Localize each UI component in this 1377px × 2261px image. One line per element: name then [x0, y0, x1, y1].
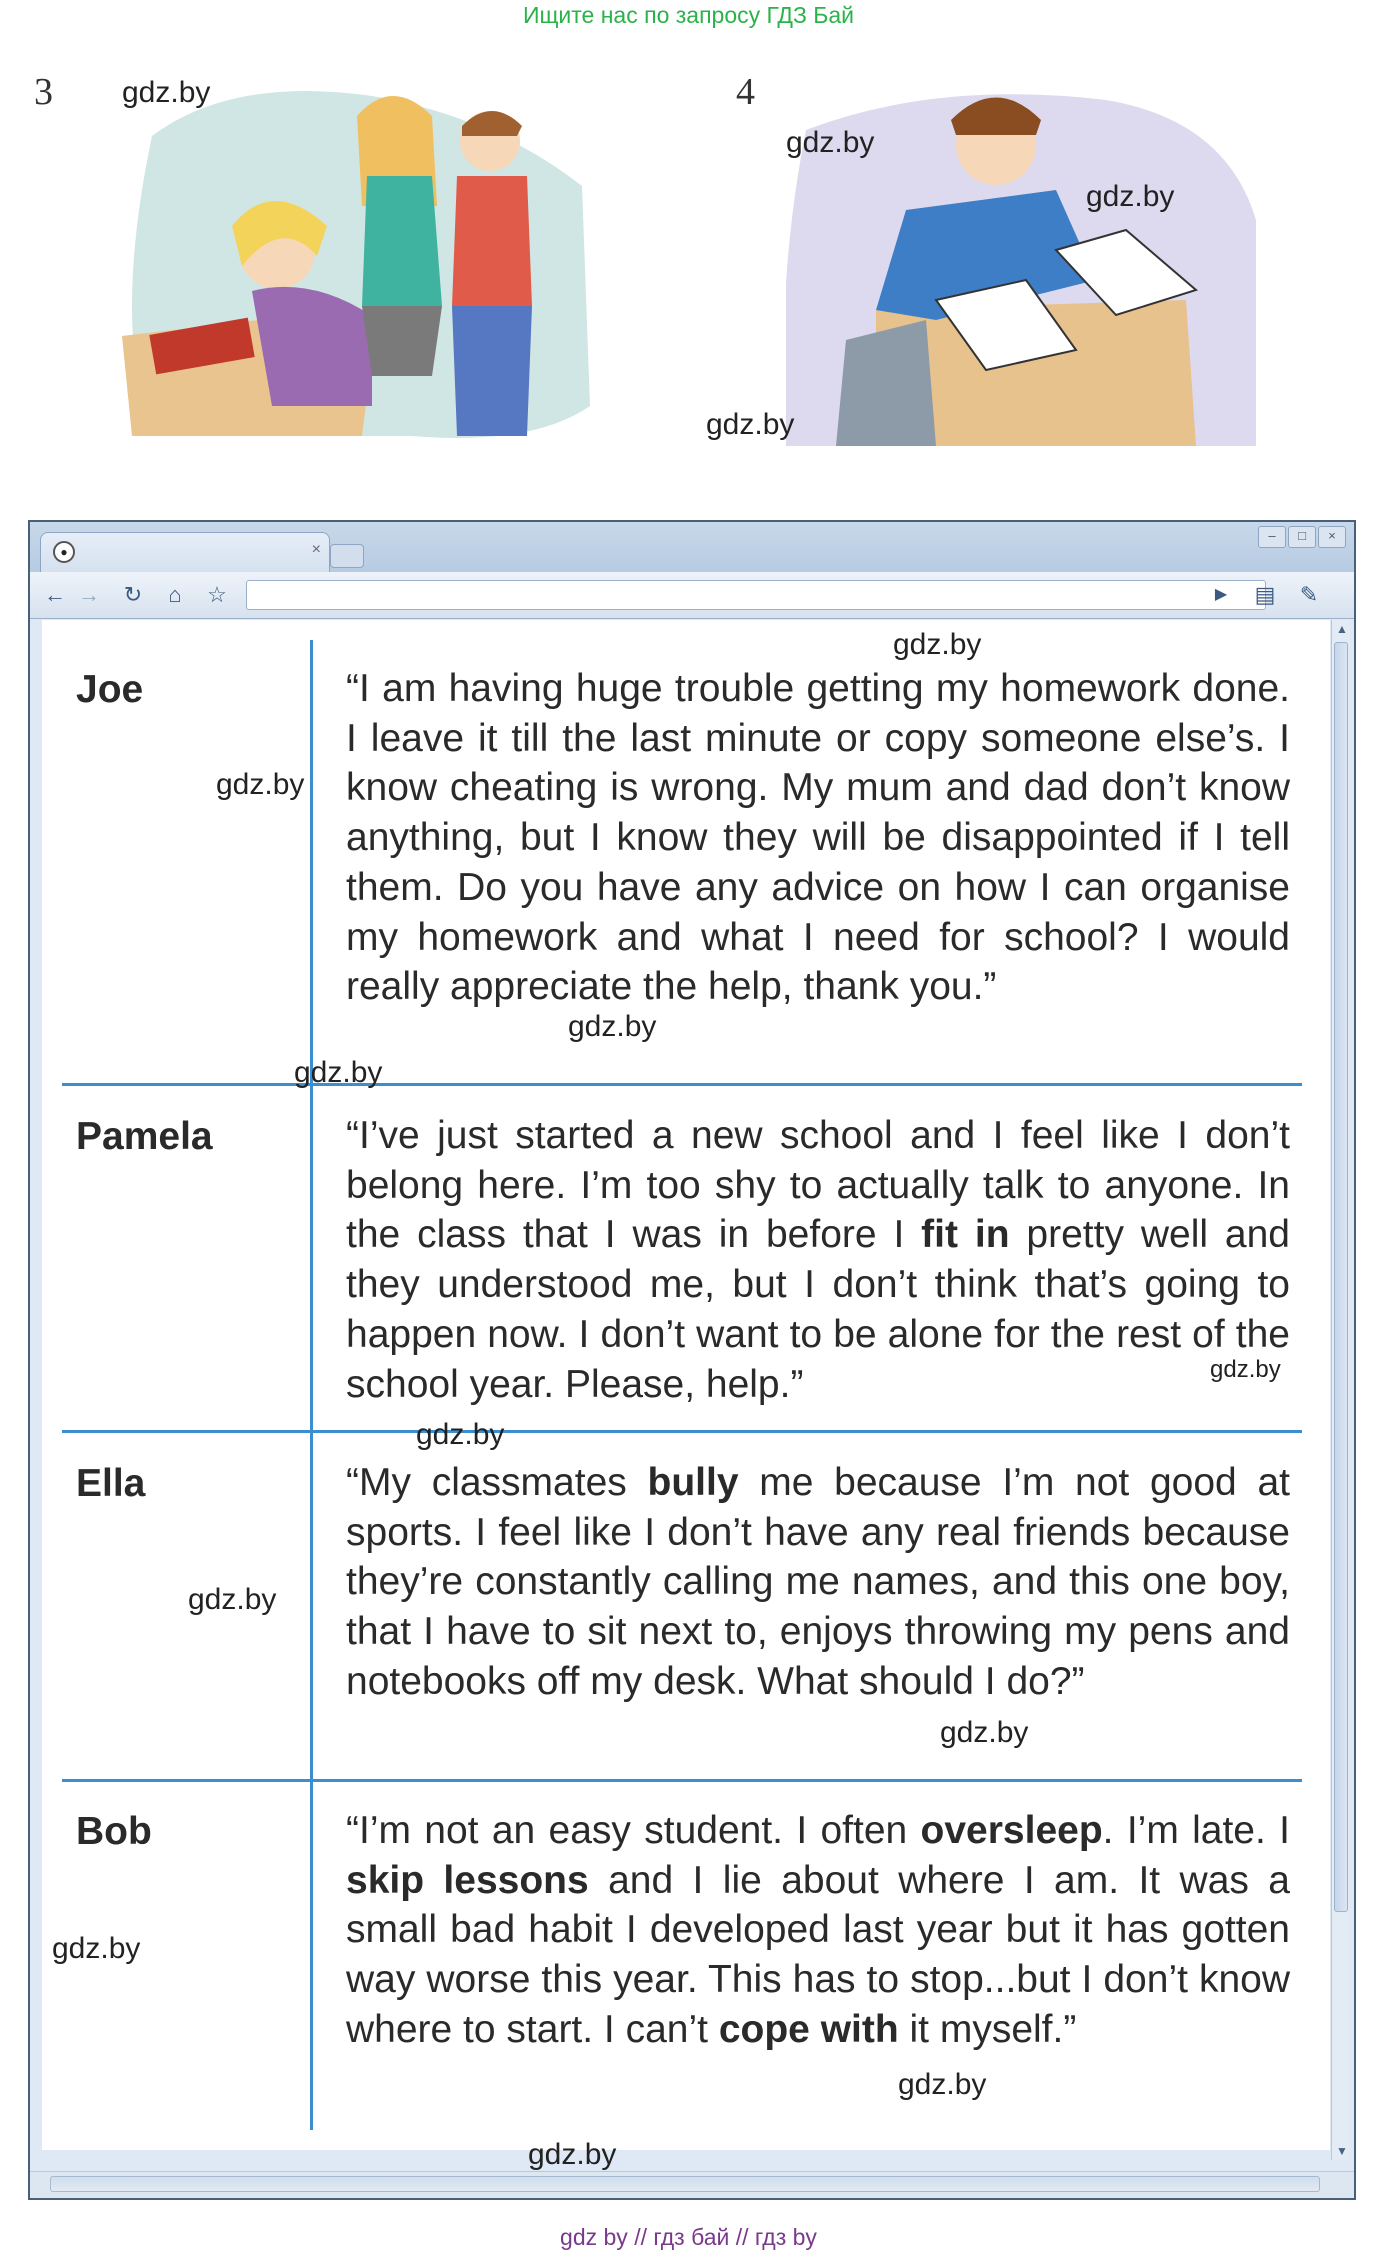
letter-segment: “My classmates	[346, 1461, 648, 1504]
letter-text	[346, 664, 1290, 1012]
letter-segment: “I’m not an easy student. I often	[346, 1809, 921, 1852]
key-phrase: bully	[647, 1461, 739, 1504]
letter-segment: me because I’m not good at sports. I feel like I don’t have any real friends because they’re constantly calling me names, and this one boy, that I have to sit next to, enjoys throwing my pens and notebooks off my desk. What should I do?”	[346, 1461, 1290, 1703]
new-tab-button[interactable]	[330, 544, 364, 568]
letter-text	[346, 1458, 1290, 1707]
watermark: gdz.by	[216, 768, 305, 801]
watermark: gdz.by	[416, 1418, 505, 1451]
horizontal-scrollbar[interactable]	[30, 2171, 1354, 2198]
watermark: gdz.by	[1210, 1356, 1281, 1383]
forward-arrow-icon[interactable]: →	[78, 582, 100, 607]
play-icon[interactable]: ▶	[1214, 586, 1228, 603]
letter-segment: “I’ve just started a new school and I feel like I don’t belong here. I’m too shy to actually talk to anyone. In the class that I was in before I	[346, 1114, 1290, 1257]
wrench-icon[interactable]: ✎	[1299, 582, 1319, 607]
scroll-up-icon[interactable]: ▲	[1336, 622, 1348, 636]
illustration-students-studying	[112, 76, 590, 446]
watermark: gdz.by	[122, 76, 211, 109]
watermark: gdz.by	[786, 126, 875, 159]
figure-number-4: 4	[736, 71, 755, 113]
letter-text	[346, 1806, 1290, 2055]
watermark: gdz.by	[893, 628, 982, 661]
page-menu-icon[interactable]: ▤	[1254, 582, 1276, 607]
letter-segment: and I lie about where I am. It was a small bad habit I developed last year but it has gotten way worse this year. This has to stop...but I don’t know where to start. I can’t	[346, 1858, 1290, 2051]
letter-segment: . I’m late. I	[1102, 1809, 1290, 1852]
letter-author-name: Pamela	[76, 1115, 213, 1158]
scroll-down-icon[interactable]: ▼	[1336, 2144, 1348, 2158]
watermark: gdz.by	[898, 2068, 987, 2101]
reload-icon[interactable]: ↻	[123, 582, 143, 607]
letter-segment: “I am having huge trouble getting my homework done. I leave it till the last minute or copy someone else’s. I know cheating is wrong. My mum and dad don’t know anything, but I know they will be disappointed if I tell them. Do you have any advice on how I can organise my homework and what I need for school? I would really appreciate the help, thank you.”	[346, 667, 1290, 1009]
key-phrase: cope with	[718, 2007, 899, 2051]
vertical-scrollbar[interactable]	[1331, 620, 1350, 2160]
letter-author-name: Bob	[76, 1810, 152, 1853]
watermark: gdz.by	[1086, 180, 1175, 213]
back-arrow-icon[interactable]: ←	[44, 582, 66, 607]
watermark: gdz.by	[294, 1056, 383, 1089]
panda-icon: ●	[53, 541, 75, 563]
letter-author-name: Ella	[76, 1462, 146, 1505]
browser-toolbar	[30, 572, 1354, 619]
key-phrase: fit in	[921, 1213, 1010, 1257]
column-divider	[310, 640, 313, 2130]
close-tab-icon[interactable]: ×	[311, 541, 321, 558]
watermark: gdz.by	[188, 1583, 277, 1616]
star-icon[interactable]: ☆	[207, 582, 227, 607]
figure-number-3: 3	[34, 71, 53, 113]
home-icon[interactable]: ⌂	[168, 582, 182, 607]
maximize-icon[interactable]: □	[1288, 526, 1316, 548]
row-divider	[62, 1430, 1302, 1433]
watermark: gdz.by	[706, 408, 795, 441]
letter-text	[346, 1111, 1290, 1409]
watermark: gdz.by	[528, 2138, 617, 2171]
watermark: gdz.by	[940, 1716, 1029, 1749]
key-phrase: oversleep	[920, 1809, 1103, 1852]
browser-tab[interactable]	[40, 532, 330, 572]
vertical-scroll-thumb[interactable]	[1334, 642, 1348, 1912]
close-window-icon[interactable]: ×	[1318, 526, 1346, 548]
watermark: gdz.by	[568, 1010, 657, 1043]
footer-note: gdz by // гдз бай // гдз by	[560, 2224, 817, 2250]
title-bar	[30, 522, 1354, 572]
row-divider	[62, 1083, 1302, 1086]
horizontal-scroll-thumb[interactable]	[50, 2176, 1320, 2192]
row-divider	[62, 1779, 1302, 1782]
watermark: gdz.by	[52, 1932, 141, 1965]
letter-segment: pretty well and they understood me, but I don’t think that’s going to happen now. I don’t want to be alone for the rest of the school year. Please, help.”	[346, 1213, 1290, 1406]
letter-author-name: Joe	[76, 668, 144, 711]
window-controls	[1258, 526, 1346, 548]
minimize-icon[interactable]: –	[1258, 526, 1286, 548]
address-bar[interactable]	[246, 580, 1266, 610]
key-phrase: skip lessons	[346, 1858, 589, 1902]
search-hint: Ищите нас по запросу ГДЗ Бай	[522, 2, 855, 28]
letter-segment: it myself.”	[898, 2007, 1077, 2051]
